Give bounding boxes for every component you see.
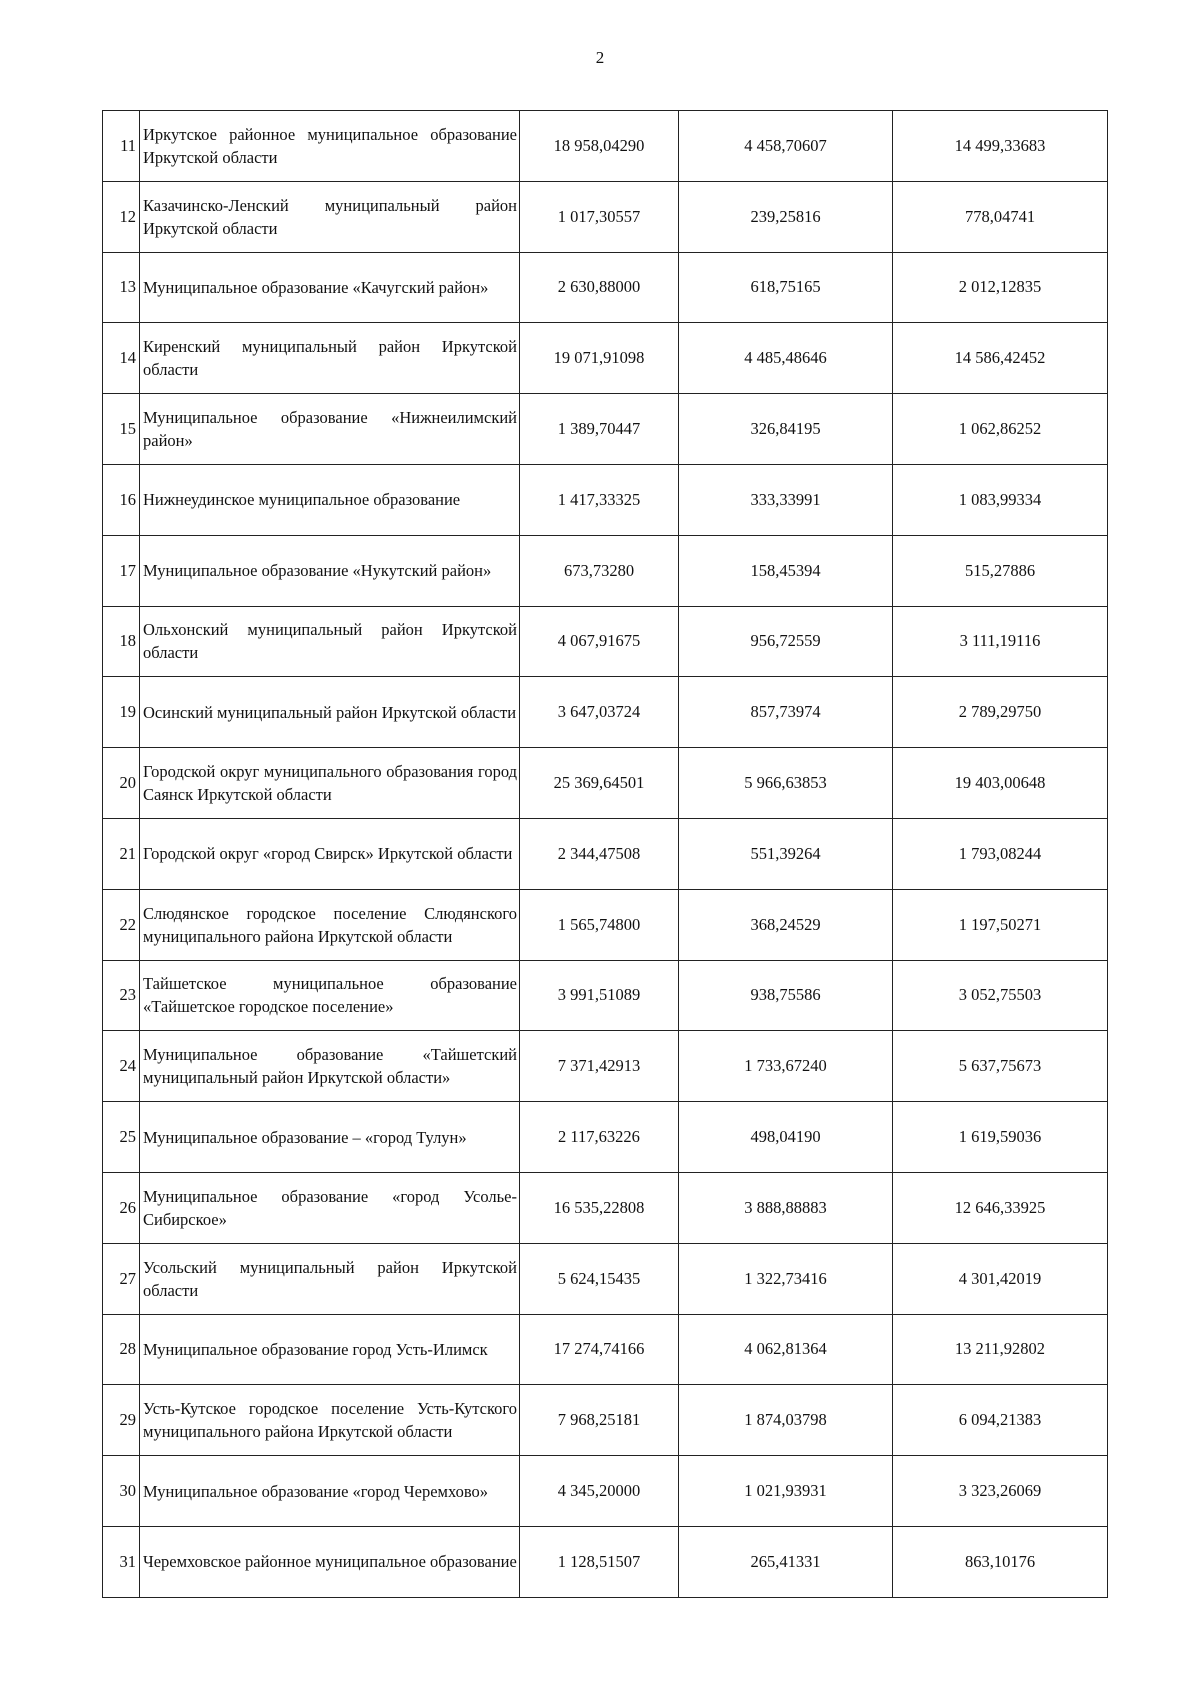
total-amount-cell: 25 369,64501: [520, 748, 679, 819]
municipal-allocation-table: [102, 110, 1108, 1598]
row-number-cell: 28: [103, 1314, 140, 1385]
first-share-cell: 618,75165: [679, 252, 893, 323]
table-row: [103, 818, 1108, 889]
municipality-name-cell: Муниципальное образование «город Черемхово»: [140, 1456, 520, 1527]
municipality-name-cell: Муниципальное образование «Качугский район»: [140, 252, 520, 323]
municipality-name-cell: Муниципальное образование «Тайшетский муниципальный район Иркутской области»: [140, 1031, 520, 1102]
second-share-cell: 5 637,75673: [893, 1031, 1108, 1102]
second-share-cell: 778,04741: [893, 181, 1108, 252]
municipality-name-cell: Усть-Кутское городское поселение Усть-Кутского муниципального района Иркутской области: [140, 1385, 520, 1456]
row-number-cell: 25: [103, 1102, 140, 1173]
table-row: [103, 677, 1108, 748]
first-share-cell: 1 733,67240: [679, 1031, 893, 1102]
first-share-cell: 3 888,88883: [679, 1172, 893, 1243]
table-row: [103, 464, 1108, 535]
municipality-name-cell: Муниципальное образование «Нукутский район»: [140, 535, 520, 606]
municipality-name-cell: Иркутское районное муниципальное образование Иркутской области: [140, 111, 520, 182]
table-row: [103, 960, 1108, 1031]
table-row: [103, 1456, 1108, 1527]
total-amount-cell: 3 991,51089: [520, 960, 679, 1031]
page-number: 2: [595, 48, 605, 67]
second-share-cell: 1 197,50271: [893, 889, 1108, 960]
total-amount-cell: 17 274,74166: [520, 1314, 679, 1385]
municipality-name-cell: Усольский муниципальный район Иркутской области: [140, 1243, 520, 1314]
total-amount-cell: 673,73280: [520, 535, 679, 606]
municipality-name-cell: Городской округ муниципального образования город Саянск Иркутской области: [140, 748, 520, 819]
first-share-cell: 857,73974: [679, 677, 893, 748]
municipality-name-cell: Муниципальное образование «город Усолье-Сибирское»: [140, 1172, 520, 1243]
second-share-cell: 3 111,19116: [893, 606, 1108, 677]
row-number-cell: 26: [103, 1172, 140, 1243]
municipality-name-cell: Черемховское районное муниципальное образование: [140, 1526, 520, 1597]
first-share-cell: 498,04190: [679, 1102, 893, 1173]
municipality-name-cell: Слюдянское городское поселение Слюдянского муниципального района Иркутской области: [140, 889, 520, 960]
total-amount-cell: 5 624,15435: [520, 1243, 679, 1314]
total-amount-cell: 19 071,91098: [520, 323, 679, 394]
table-row: [103, 889, 1108, 960]
first-share-cell: 4 458,70607: [679, 111, 893, 182]
second-share-cell: 19 403,00648: [893, 748, 1108, 819]
row-number-cell: 18: [103, 606, 140, 677]
municipality-name-cell: Тайшетское муниципальное образование «Тайшетское городское поселение»: [140, 960, 520, 1031]
table-row: [103, 111, 1108, 182]
row-number-cell: 19: [103, 677, 140, 748]
municipality-name-cell: Нижнеудинское муниципальное образование: [140, 464, 520, 535]
table-row: [103, 252, 1108, 323]
table-row: [103, 1314, 1108, 1385]
second-share-cell: 3 052,75503: [893, 960, 1108, 1031]
total-amount-cell: 1 017,30557: [520, 181, 679, 252]
municipality-name-cell: Осинский муниципальный район Иркутской области: [140, 677, 520, 748]
table-row: [103, 394, 1108, 465]
first-share-cell: 333,33991: [679, 464, 893, 535]
total-amount-cell: 2 344,47508: [520, 818, 679, 889]
first-share-cell: 1 021,93931: [679, 1456, 893, 1527]
first-share-cell: 265,41331: [679, 1526, 893, 1597]
municipality-name-cell: Городской округ «город Свирск» Иркутской области: [140, 818, 520, 889]
row-number-cell: 13: [103, 252, 140, 323]
table-row: [103, 1243, 1108, 1314]
table-row: [103, 1172, 1108, 1243]
first-share-cell: 158,45394: [679, 535, 893, 606]
total-amount-cell: 3 647,03724: [520, 677, 679, 748]
row-number-cell: 30: [103, 1456, 140, 1527]
second-share-cell: 14 586,42452: [893, 323, 1108, 394]
first-share-cell: 239,25816: [679, 181, 893, 252]
total-amount-cell: 2 630,88000: [520, 252, 679, 323]
second-share-cell: 863,10176: [893, 1526, 1108, 1597]
second-share-cell: 12 646,33925: [893, 1172, 1108, 1243]
second-share-cell: 4 301,42019: [893, 1243, 1108, 1314]
second-share-cell: 1 083,99334: [893, 464, 1108, 535]
first-share-cell: 1 874,03798: [679, 1385, 893, 1456]
municipality-name-cell: Киренский муниципальный район Иркутской области: [140, 323, 520, 394]
second-share-cell: 1 619,59036: [893, 1102, 1108, 1173]
municipality-name-cell: Казачинско-Ленский муниципальный район Иркутской области: [140, 181, 520, 252]
second-share-cell: 1 062,86252: [893, 394, 1108, 465]
total-amount-cell: 4 345,20000: [520, 1456, 679, 1527]
first-share-cell: 4 485,48646: [679, 323, 893, 394]
table-row: [103, 323, 1108, 394]
table-body: [103, 111, 1108, 1598]
first-share-cell: 551,39264: [679, 818, 893, 889]
row-number-cell: 23: [103, 960, 140, 1031]
row-number-cell: 27: [103, 1243, 140, 1314]
first-share-cell: 938,75586: [679, 960, 893, 1031]
table-row: [103, 1385, 1108, 1456]
row-number-cell: 21: [103, 818, 140, 889]
municipality-name-cell: Муниципальное образование – «город Тулун»: [140, 1102, 520, 1173]
row-number-cell: 15: [103, 394, 140, 465]
table-row: [103, 1526, 1108, 1597]
total-amount-cell: 16 535,22808: [520, 1172, 679, 1243]
first-share-cell: 956,72559: [679, 606, 893, 677]
table-row: [103, 535, 1108, 606]
total-amount-cell: 1 389,70447: [520, 394, 679, 465]
row-number-cell: 29: [103, 1385, 140, 1456]
total-amount-cell: 2 117,63226: [520, 1102, 679, 1173]
second-share-cell: 3 323,26069: [893, 1456, 1108, 1527]
first-share-cell: 1 322,73416: [679, 1243, 893, 1314]
row-number-cell: 17: [103, 535, 140, 606]
row-number-cell: 20: [103, 748, 140, 819]
first-share-cell: 368,24529: [679, 889, 893, 960]
second-share-cell: 515,27886: [893, 535, 1108, 606]
row-number-cell: 14: [103, 323, 140, 394]
row-number-cell: 16: [103, 464, 140, 535]
second-share-cell: 14 499,33683: [893, 111, 1108, 182]
municipality-name-cell: Муниципальное образование «Нижнеилимский район»: [140, 394, 520, 465]
first-share-cell: 4 062,81364: [679, 1314, 893, 1385]
row-number-cell: 31: [103, 1526, 140, 1597]
first-share-cell: 326,84195: [679, 394, 893, 465]
municipality-name-cell: Ольхонский муниципальный район Иркутской области: [140, 606, 520, 677]
total-amount-cell: 1 128,51507: [520, 1526, 679, 1597]
total-amount-cell: 7 371,42913: [520, 1031, 679, 1102]
row-number-cell: 12: [103, 181, 140, 252]
municipality-name-cell: Муниципальное образование город Усть-Илимск: [140, 1314, 520, 1385]
first-share-cell: 5 966,63853: [679, 748, 893, 819]
total-amount-cell: 7 968,25181: [520, 1385, 679, 1456]
row-number-cell: 22: [103, 889, 140, 960]
total-amount-cell: 1 565,74800: [520, 889, 679, 960]
table-row: [103, 1031, 1108, 1102]
total-amount-cell: 4 067,91675: [520, 606, 679, 677]
table-row: [103, 748, 1108, 819]
table-row: [103, 606, 1108, 677]
row-number-cell: 11: [103, 111, 140, 182]
total-amount-cell: 1 417,33325: [520, 464, 679, 535]
second-share-cell: 2 789,29750: [893, 677, 1108, 748]
second-share-cell: 6 094,21383: [893, 1385, 1108, 1456]
second-share-cell: 1 793,08244: [893, 818, 1108, 889]
table-row: [103, 1102, 1108, 1173]
row-number-cell: 24: [103, 1031, 140, 1102]
total-amount-cell: 18 958,04290: [520, 111, 679, 182]
second-share-cell: 2 012,12835: [893, 252, 1108, 323]
table-row: [103, 181, 1108, 252]
second-share-cell: 13 211,92802: [893, 1314, 1108, 1385]
